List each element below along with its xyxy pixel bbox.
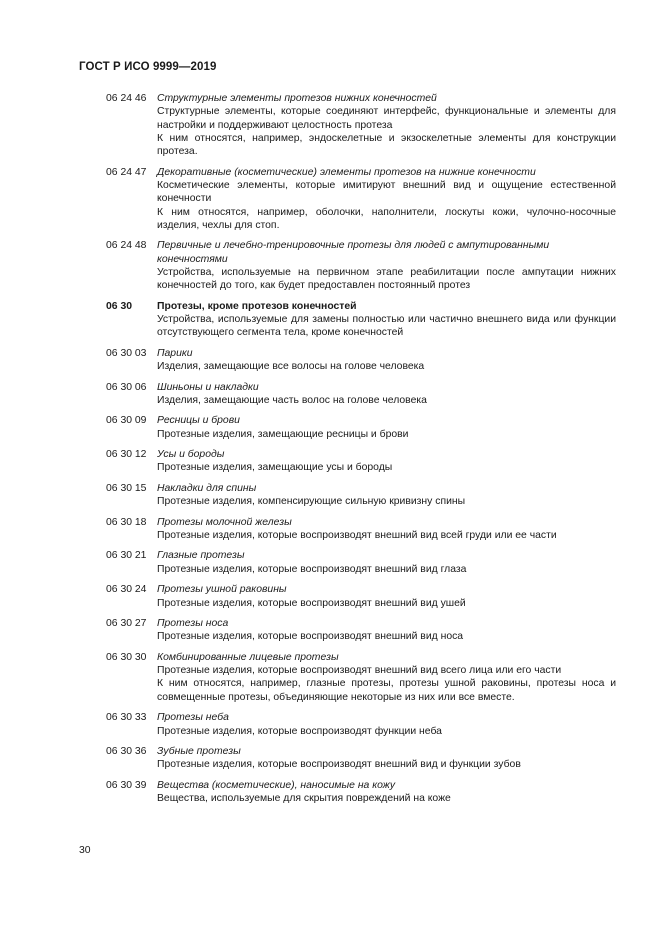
classification-entry: [106, 414, 616, 441]
entry-title: Протезы неба: [157, 712, 229, 724]
entry-code: 06 24 47: [106, 166, 147, 178]
entry-content: [157, 617, 616, 644]
entry-code: 06 30 24: [106, 584, 147, 596]
entry-content: [157, 414, 616, 441]
entry-description: Протезные изделия, замещающие усы и бороды: [157, 462, 393, 474]
entry-code: 06 30 39: [106, 779, 147, 791]
entry-title: Усы и бороды: [157, 449, 225, 461]
entry-title: Протезы молочной железы: [157, 516, 292, 528]
classification-entry: [106, 617, 616, 644]
document-header: ГОСТ Р ИСО 9999—2019: [79, 61, 217, 73]
classification-entry: [106, 239, 616, 292]
entry-content: [157, 448, 616, 475]
entry-title: Зубные протезы: [157, 745, 241, 757]
entry-content: [157, 300, 616, 340]
entry-description: Протезные изделия, замещающие ресницы и брови: [157, 428, 409, 440]
entry-description: Протезные изделия, которые воспроизводят внешний вид всего лица или его части: [157, 665, 562, 677]
entry-title: Ресницы и брови: [157, 415, 240, 427]
entry-code: 06 30 33: [106, 712, 147, 724]
entry-content: [157, 779, 616, 806]
entry-content: [157, 745, 616, 772]
entry-content: [157, 516, 616, 543]
classification-entry: [106, 549, 616, 576]
entry-content: [157, 92, 616, 158]
entry-code: 06 30 03: [106, 347, 147, 359]
entry-title: Декоративные (косметические) элементы протезов на нижние конечности: [157, 166, 536, 178]
entry-code: 06 30 21: [106, 550, 147, 562]
entry-code: 06 30 30: [106, 651, 147, 663]
classification-entry: [106, 745, 616, 772]
classification-entry: [106, 92, 616, 158]
entry-description: Устройства, используемые для замены полностью или частично внешнего вида или функции отсутствующего сегмента тела, кроме конечностей: [157, 314, 616, 339]
entry-description: Вещества, используемые для скрытия повреждений на коже: [157, 793, 451, 805]
entry-content: [157, 239, 616, 292]
entry-title: Первичные и лечебно-тренировочные протезы для людей с ампутированными конечностями: [157, 240, 550, 265]
entry-description: Протезные изделия, которые воспроизводят внешний вид глаза: [157, 563, 467, 575]
entry-content: [157, 482, 616, 509]
entry-code: 06 24 48: [106, 240, 147, 252]
entry-description: Структурные элементы, которые соединяют интерфейс, функциональные и элементы для настройки и поддерживают целостность протеза: [157, 106, 616, 131]
entry-content: [157, 549, 616, 576]
entry-content: [157, 711, 616, 738]
classification-entry: [106, 166, 616, 232]
entry-title: Вещества (косметические), наносимые на кожу: [157, 779, 396, 791]
classification-entry: [106, 779, 616, 806]
entry-description: К ним относятся, например, эндоскелетные и экзоскелетные элементы для конструкции протеза.: [157, 132, 616, 158]
entry-title: Протезы носа: [157, 618, 229, 630]
classification-entry: [106, 482, 616, 509]
entry-code: 06 24 46: [106, 93, 147, 104]
entry-content: [157, 651, 616, 704]
entry-title: Шиньоны и накладки: [157, 381, 259, 393]
entry-content: [157, 381, 616, 408]
classification-entry: [106, 651, 616, 704]
entry-code: 06 30 06: [106, 381, 147, 393]
classification-entry: [106, 516, 616, 543]
entry-code: 06 30 12: [106, 449, 147, 461]
page-number: 30: [79, 845, 91, 856]
entry-code: 06 30: [106, 300, 133, 312]
entry-description: Протезные изделия, которые воспроизводят внешний вид всей груди или ее части: [157, 530, 557, 541]
entry-code: 06 30 09: [106, 415, 147, 427]
entry-code: 06 30 36: [106, 745, 147, 757]
entry-description: Протезные изделия, компенсирующие сильную кривизну спины: [157, 496, 466, 508]
classification-list: [106, 92, 616, 813]
entry-content: [157, 347, 616, 374]
classification-entry: [106, 300, 616, 340]
entry-description: Протезные изделия, которые воспроизводят функции неба: [157, 725, 442, 737]
entry-description: Протезные изделия, которые воспроизводят внешний вид ушей: [157, 597, 466, 609]
entry-description: Протезные изделия, которые воспроизводят внешний вид и функции зубов: [157, 759, 521, 771]
entry-title: Протезы, кроме протезов конечностей: [157, 300, 357, 312]
entry-title: Накладки для спины: [157, 482, 257, 494]
entry-title: Комбинированные лицевые протезы: [157, 651, 339, 663]
entry-description: Протезные изделия, которые воспроизводят внешний вид носа: [157, 631, 464, 643]
classification-entry: [106, 583, 616, 610]
classification-entry: [106, 347, 616, 374]
entry-description: Изделия, замещающие часть волос на голове человека: [157, 394, 427, 406]
classification-entry: [106, 448, 616, 475]
entry-description: К ним относятся, например, глазные протезы, протезы ушной раковины, протезы носа и совмещенные протезы, объединяющие некоторые из них или все вместе.: [157, 678, 616, 703]
entry-content: [157, 166, 616, 232]
entry-description: Косметические элементы, которые имитируют внешний вид и ощущение естественной конечности: [157, 179, 616, 205]
entry-title: Протезы ушной раковины: [157, 584, 287, 596]
entry-code: 06 30 18: [106, 516, 147, 528]
entry-code: 06 30 15: [106, 482, 147, 494]
entry-title: Глазные протезы: [157, 550, 245, 562]
entry-description: Устройства, используемые на первичном этапе реабилитации после ампутации нижних конечностей до того, как будет предоставлен постоянный протез: [157, 266, 616, 292]
entry-content: [157, 583, 616, 610]
entry-description: Изделия, замещающие все волосы на голове человека: [157, 361, 425, 373]
entry-code: 06 30 27: [106, 618, 147, 630]
entry-title: Парики: [157, 347, 193, 359]
entry-title: Структурные элементы протезов нижних конечностей: [157, 93, 437, 104]
classification-entry: [106, 381, 616, 408]
entry-description: К ним относятся, например, оболочки, наполнители, лоскуты кожи, чулочно-носочные изделия, чехлы для стоп.: [157, 206, 616, 231]
classification-entry: [106, 711, 616, 738]
